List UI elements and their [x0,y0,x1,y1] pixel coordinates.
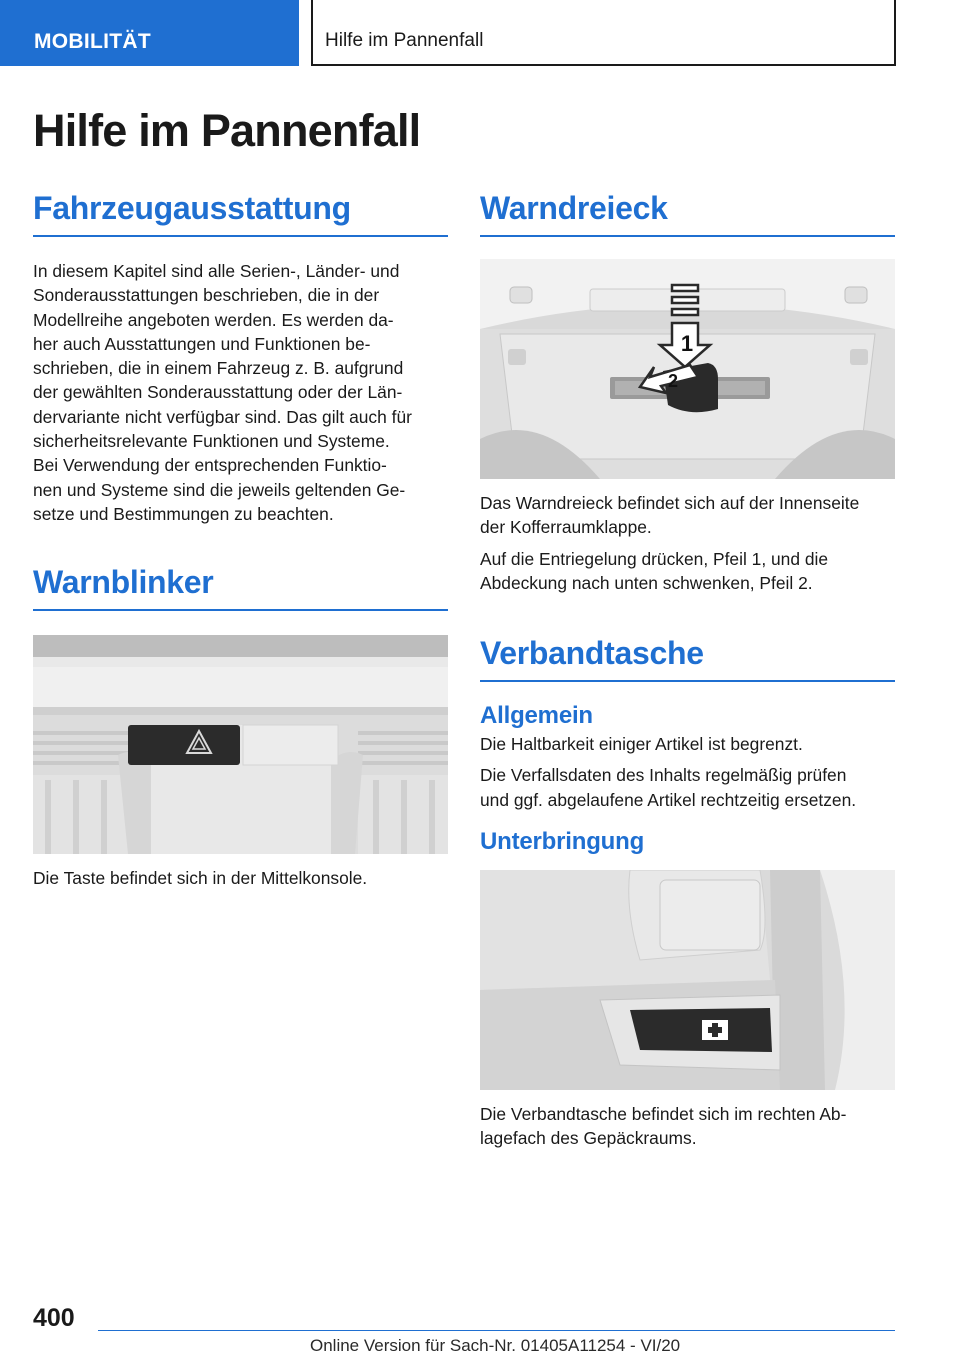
hazard-switch-illustration [33,635,448,854]
text-line: dervariante nicht verfügbar sind. Das gilt auch für [33,406,412,427]
text-line: und ggf. abgelaufene Artikel rechtzeitig ersetzen. [480,789,857,810]
text-line: Abdeckung nach unten schwenken, Pfeil 2. [480,572,813,593]
warndreieck-paragraph-1 [480,491,895,540]
text-line: nen und Systeme sind die jeweils geltenden Ge‐ [33,479,406,500]
page-number: 400 [33,1304,75,1332]
text-line: der Kofferraumklappe. [480,517,652,538]
page-title: Hilfe im Pannenfall [33,105,421,156]
unterbringung-caption [480,1102,895,1151]
hazard-caption: Die Taste befindet sich in der Mittelkonsole. [33,868,368,889]
text-line: Das Warndreieck befindet sich auf der Innenseite [480,493,860,513]
heading-warndreieck: Warndreieck [480,190,895,237]
intro-paragraph [33,259,448,526]
text-line: setze und Bestimmungen zu beachten. [33,503,334,524]
left-column [33,190,448,891]
text-line: Auf die Entriegelung drücken, Pfeil 1, und die [480,548,829,569]
section-tab: Hilfe im Pannenfall [311,0,896,66]
warndreieck-paragraph-2 [480,547,895,596]
warning-triangle-image [480,259,895,479]
text-line: der gewählten Sonderausstattung oder der Län‐ [33,382,403,403]
footer-text: Online Version für Sach-Nr. 01405A11254 - VI/20 [310,1336,681,1355]
first-aid-kit-image [480,870,895,1090]
text-line: lagefach des Gepäckraums. [480,1128,697,1149]
page-header [0,0,960,66]
footer-divider [98,1330,895,1331]
trunk-lid-illustration [480,259,895,479]
text-line: her auch Ausstattungen und Funktionen be‐ [33,333,371,354]
chapter-tab: MOBILITÄT [0,0,299,66]
heading-unterbringung: Unterbringung [480,828,645,856]
allgemein-paragraph-2 [480,763,895,812]
arrow-1-label: 1 [680,331,694,356]
text-line: Bei Verwendung der entsprechenden Funktio‐ [33,455,387,476]
text-line: In diesem Kapitel sind alle Serien-, Länder- und [33,261,400,281]
hazard-switch-image [33,635,448,854]
luggage-compartment-illustration [480,870,895,1090]
heading-fahrzeugausstattung: Fahrzeugausstattung [33,190,448,237]
right-column [480,190,895,1151]
arrow-2-label: 2 [667,371,679,391]
text-line: Sonderausstattungen beschrieben, die in der [33,285,380,306]
text-line: Die Verbandtasche befindet sich im rechten Ab‐ [480,1104,847,1125]
text-line: Modellreihe angeboten werden. Es werden da‐ [33,309,394,330]
heading-allgemein: Allgemein [480,702,593,730]
heading-warnblinker: Warnblinker [33,564,448,611]
text-line: schrieben, die in einem Fahrzeug z. B. aufgrund [33,358,404,379]
text-line: sicherheitsrelevante Funktionen und Systeme. [33,431,390,452]
text-line: Die Haltbarkeit einiger Artikel ist begrenzt. [480,734,803,755]
text-line: Die Verfallsdaten des Inhalts regelmäßig prüfen [480,765,847,786]
allgemein-paragraph-1 [480,732,895,756]
heading-verbandtasche: Verbandtasche [480,635,895,682]
